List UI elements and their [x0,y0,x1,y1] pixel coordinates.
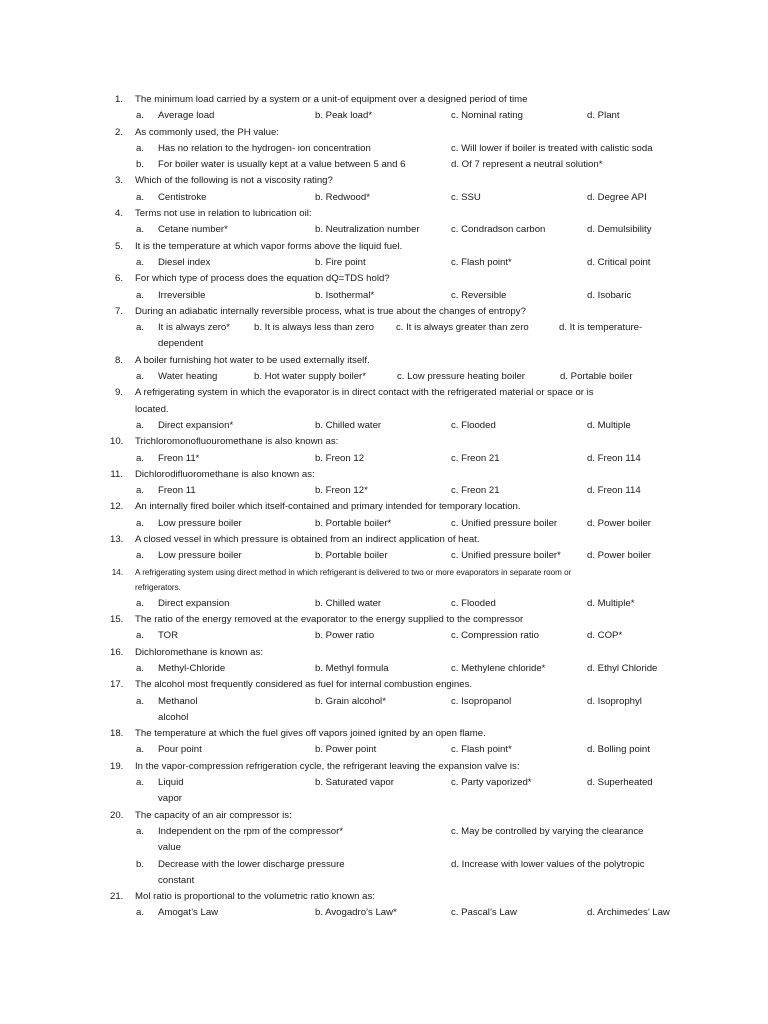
option-letter: a. [136,597,145,609]
option-d: d. It is temperature- [559,322,643,334]
question-number: 18. [110,728,124,740]
option-c: c. Methylene chloride* [451,662,546,674]
option-c: c. Pascal’s Law [451,907,517,919]
question-14-continued [110,580,690,596]
option-b: Decrease with the lower discharge pressure [158,858,345,870]
question-text: Which of the following is not a viscosity rating? [135,175,333,187]
option-c: c. Party vaporized* [451,777,532,789]
question-number: 20. [110,809,124,821]
option-c: c. Condradson carbon [451,224,546,236]
option-a: TOR [158,630,179,642]
options-19 [110,775,690,808]
question-1 [110,92,690,108]
option-c: c. Flash point* [451,744,512,756]
option-letter: a. [136,825,145,837]
question-number: 14. [111,567,123,577]
option-letter: a. [136,322,145,334]
question-number: 17. [110,679,124,691]
option-c: c. Freon 21 [451,485,500,497]
question-text: A refrigerating system in which the evaporator is in direct contact with the refrigerated material or space or is [135,387,594,399]
option-c: c. Flooded [451,597,496,609]
option-d-continued: constant [158,874,195,886]
question-text: Dichlorodifluoromethane is also known as: [135,468,315,480]
question-9 [110,385,690,401]
options-16 [110,661,690,677]
question-text: Dichloromethane is known as: [135,646,263,658]
options-12 [110,516,690,532]
option-letter: a. [136,419,145,431]
question-text: For which type of process does the equation dQ=TDS hold? [135,273,390,285]
option-d: d. Of 7 represent a neutral solution* [451,159,603,171]
option-d: d. Power boiler [587,550,651,562]
option-a: Centistroke [158,191,207,203]
option-a: Methyl-Chloride [158,662,226,674]
question-number: 6. [114,273,123,285]
question-15 [110,612,690,628]
question-9-continued [110,402,690,418]
question-list [110,92,690,922]
option-c: c. Unified pressure boiler* [451,550,561,562]
question-number: 9. [114,387,123,399]
question-13 [110,532,690,548]
option-b: b. Grain alcohol* [315,695,386,707]
options-3 [110,190,690,206]
option-c: c. Isopropanol [451,695,512,707]
question-number: 15. [110,614,124,626]
option-letter: a. [136,630,145,642]
question-text: Terms not use in relation to lubrication oil: [135,208,312,220]
question-text: A closed vessel in which pressure is obtained from an indirect application of heat. [135,534,480,546]
option-a: Irreversible [158,289,206,301]
question-10 [110,434,690,450]
question-text: Mol ratio is proportional to the volumetric ratio known as: [135,891,375,903]
question-text: located. [135,403,169,415]
options-2-row-1 [110,141,690,157]
options-20-row-1 [110,824,690,857]
option-letter: a. [136,191,145,203]
question-text: The capacity of an air compressor is: [135,809,292,821]
question-7 [110,304,690,320]
question-text: In the vapor-compression refrigeration cycle, the refrigerant leaving the expansion valve is: [135,760,520,772]
option-d: d. Freon 114 [587,452,641,464]
option-c: c. Compression ratio [451,630,539,642]
options-11 [110,483,690,499]
options-5 [110,255,690,271]
option-d: d. Isoprophyl [587,695,642,707]
option-b: b. Fire point [315,256,366,268]
option-a: Pour point [158,744,202,756]
option-letter: a. [136,371,145,383]
question-number: 11. [110,468,123,480]
option-d: d. COP* [587,630,623,642]
question-text: A refrigerating system using direct method in which refrigerant is delivered to two or more evaporators in separate room or [135,567,572,577]
option-a: Freon 11 [158,485,196,497]
option-letter: a. [136,550,145,562]
options-10 [110,451,690,467]
question-8 [110,353,690,369]
question-number: 16. [110,646,124,658]
option-letter: a. [136,777,145,789]
option-c: c. Flooded [451,419,496,431]
option-d: d. Increase with lower values of the polytropic [451,858,645,870]
options-1 [110,108,690,124]
option-letter: a. [136,224,145,236]
question-number: 1. [114,94,123,105]
option-a: It is always zero* [158,322,230,334]
option-c: c. Low pressure heating boiler [397,371,525,383]
option-a: Water heating [158,371,218,383]
option-b: For boiler water is usually kept at a value between 5 and 6 [158,159,406,171]
question-21 [110,889,690,905]
options-9 [110,418,690,434]
question-number: 19. [110,760,124,772]
option-b: b. Methyl formula [315,662,389,674]
question-text: An internally fired boiler which itself-contained and primary intended for temporary location. [135,501,521,513]
option-d: d. Superheated [587,777,653,789]
question-number: 13. [110,534,124,546]
option-b: b. Freon 12* [315,485,368,497]
option-b: b. Saturated vapor [315,777,394,789]
question-text: The minimum load carried by a system or a unit-of equipment over a designed period of time [135,94,528,105]
options-6 [110,288,690,304]
option-d: d. Demulsibility [587,224,652,236]
question-16 [110,645,690,661]
option-letter: a. [136,256,145,268]
option-b: b. Chilled water [315,419,382,431]
question-number: 5. [114,240,123,252]
option-b: b. Chilled water [315,597,382,609]
option-c: c. Reversible [451,289,507,301]
option-a: Direct expansion* [158,419,234,431]
option-d: d. Plant [587,110,620,122]
option-c: c. It is always greater than zero [396,322,529,334]
option-b: b. Power ratio [315,630,375,642]
option-d-continued: dependent [158,338,204,350]
question-20 [110,808,690,824]
question-text: As commonly used, the PH value: [135,126,279,138]
question-5 [110,239,690,255]
option-d: d. Isobaric [587,289,632,301]
option-b: b. Neutralization number [315,224,420,236]
question-6 [110,271,690,287]
option-a: Low pressure boiler [158,517,242,529]
option-c: c. May be controlled by varying the clearance [451,825,644,837]
options-14 [110,596,690,612]
option-c: c. Unified pressure boiler [451,517,558,529]
option-a: Low pressure boiler [158,550,242,562]
option-letter: a. [136,289,145,301]
option-d: d. Freon 114 [587,485,641,497]
option-b: b. Redwood* [315,191,370,203]
question-19 [110,759,690,775]
option-b: b. Portable boiler [315,550,388,562]
option-a: Direct expansion [158,597,230,609]
option-c: c. SSU [451,191,481,203]
option-b: b. Isothermal* [315,289,375,301]
option-a: Has no relation to the hydrogen- ion concentration [158,142,371,154]
options-20-row-2 [110,857,690,890]
question-18 [110,726,690,742]
question-number: 2. [114,126,123,138]
option-a: Freon 11* [158,452,200,464]
question-text: A boiler furnishing hot water to be used externally itself. [135,354,370,366]
option-b: b. Power point [315,744,377,756]
question-17 [110,677,690,693]
option-a: Amogat’s Law [158,907,219,919]
option-d: d. Critical point [587,256,651,268]
question-number: 8. [114,354,123,366]
question-text: The ratio of the energy removed at the evaporator to the energy supplied to the compressor [135,614,524,626]
option-letter: a. [136,517,145,529]
option-d: d. Multiple* [587,597,635,609]
option-letter: a. [136,744,145,756]
options-7 [110,320,690,353]
question-text: During an adiabatic internally reversible process, what is true about the changes of entropy? [135,305,526,317]
option-letter: a. [136,907,145,919]
question-14 [110,565,690,581]
option-a: Average load [158,110,215,122]
question-text: It is the temperature at which vapor forms above the liquid fuel. [135,240,403,252]
question-11 [110,467,690,483]
options-21 [110,905,690,921]
option-b: b. Peak load* [315,110,373,122]
option-d: d. Portable boiler [560,371,633,383]
option-c: c. Will lower if boiler is treated with calistic soda [451,142,653,154]
option-a: Independent on the rpm of the compressor* [158,825,344,837]
option-b: b. Portable boiler* [315,517,392,529]
question-number: 21. [110,891,124,903]
option-a: Liquid [158,777,184,789]
option-b: b. Hot water supply boiler* [254,371,366,383]
question-number: 10. [110,436,124,448]
options-18 [110,742,690,758]
options-17 [110,694,690,727]
question-number: 12. [110,501,124,513]
option-letter: a. [136,485,145,497]
option-d: d. Multiple [587,419,631,431]
option-d: d. Ethyl Chloride [587,662,658,674]
option-letter: a. [136,695,145,707]
options-2-row-2 [110,157,690,173]
options-13 [110,548,690,564]
question-text: refrigerators. [135,583,181,593]
question-text: Trichloromonofluouromethane is also known as: [135,436,339,448]
option-b: b. Avogadro’s Law* [315,907,397,919]
option-a: Cetane number* [158,224,228,236]
option-letter: a. [136,142,145,154]
option-a: Diesel index [158,256,211,268]
option-letter: b. [136,159,145,171]
option-d: d. Bolling point [587,744,650,756]
option-c-continued: value [158,842,181,854]
question-text: The temperature at which the fuel gives off vapors joined ignited by an open flame. [135,728,486,740]
option-c: c. Nominal rating [451,110,523,122]
option-b: b. It is always less than zero [254,322,374,334]
options-8 [110,369,690,385]
question-12 [110,499,690,515]
option-d-continued: vapor [158,793,182,805]
option-b: b. Freon 12 [315,452,365,464]
question-number: 7. [114,305,123,317]
option-d: d. Power boiler [587,517,651,529]
question-number: 3. [114,175,123,187]
question-3 [110,173,690,189]
options-15 [110,628,690,644]
option-c: c. Freon 21 [451,452,500,464]
option-letter: b. [136,858,145,870]
option-letter: a. [136,662,145,674]
option-letter: a. [136,452,145,464]
options-4 [110,222,690,238]
question-text: The alcohol most frequently considered as fuel for internal combustion engines. [135,679,473,691]
option-letter: a. [136,110,145,122]
option-c: c. Flash point* [451,256,512,268]
option-d: d. Degree API [587,191,647,203]
question-2 [110,125,690,141]
question-4 [110,206,690,222]
option-a: Methanol [158,695,198,707]
option-d: d. Archimedes’ Law [587,907,670,919]
option-d-continued: alcohol [158,711,189,723]
question-number: 4. [114,208,123,220]
